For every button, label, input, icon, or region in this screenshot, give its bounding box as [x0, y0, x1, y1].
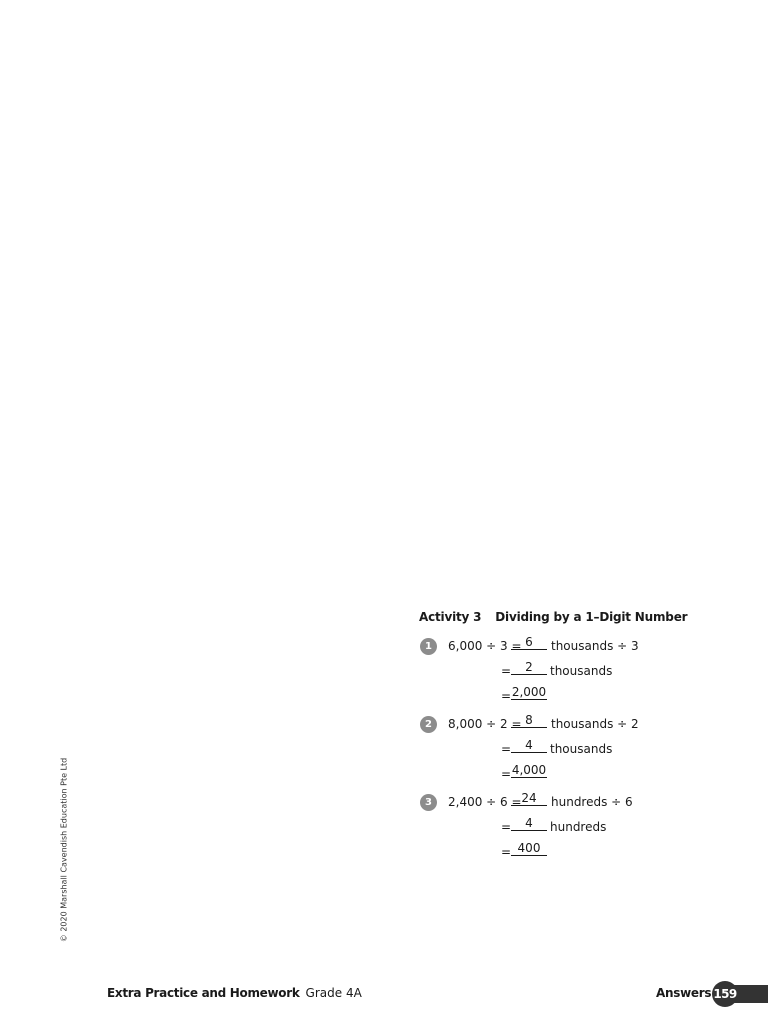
problem-2-answer-3: 4,000 — [511, 763, 547, 777]
problem-3-expression: 2,400 ÷ 6 = — [448, 795, 522, 809]
problem-1-expression: 6,000 ÷ 3 = — [448, 639, 522, 653]
problem-1-equals-3: = — [501, 689, 512, 703]
footer-section-label: Answers — [656, 986, 712, 1000]
problem-1-answer-2: 2 — [511, 660, 547, 675]
problem-3-unit-2: hundreds — [550, 820, 607, 834]
problem-3-answer-3: 400 — [511, 841, 547, 856]
problem-2-equals-3: = — [501, 767, 512, 781]
question-number-2: 2 — [420, 716, 437, 733]
problem-3-answer-2: 4 — [511, 816, 547, 831]
problem-2-equals-2: = — [501, 742, 512, 756]
problem-2-answer-2: 4 — [511, 738, 547, 753]
question-number-1: 1 — [420, 638, 437, 655]
footer-book-title: Extra Practice and Homework — [107, 986, 300, 1000]
footer-grade: Grade 4A — [305, 986, 362, 1000]
problem-2-answer-1: 8 — [511, 713, 547, 728]
problem-1-unit-1: thousands ÷ 3 — [551, 639, 639, 653]
problem-1-answer-3: 2,000 — [511, 685, 547, 699]
activity-title: Dividing by a 1–Digit Number — [495, 610, 688, 624]
question-number-3: 3 — [420, 794, 437, 811]
activity-number: Activity 3 — [419, 610, 482, 624]
problem-3-equals-3: = — [501, 845, 512, 859]
activity-heading — [419, 610, 687, 624]
problem-2-unit-1: thousands ÷ 2 — [551, 717, 639, 731]
problem-3-unit-1: hundreds ÷ 6 — [551, 795, 633, 809]
footer-book-info — [107, 986, 362, 1000]
page-number: 159 — [712, 981, 738, 1007]
copyright-notice: © 2020 Marshall Cavendish Education Pte Ltd — [59, 757, 69, 943]
problem-1-answer-1: 6 — [511, 635, 547, 650]
problem-2-expression: 8,000 ÷ 2 = — [448, 717, 522, 731]
problem-3-answer-1: 24 — [511, 791, 547, 806]
problem-3-equals-2: = — [501, 820, 512, 834]
problem-1-equals-2: = — [501, 664, 512, 678]
problem-1-unit-2: thousands — [550, 664, 613, 678]
problem-2-unit-2: thousands — [550, 742, 613, 756]
